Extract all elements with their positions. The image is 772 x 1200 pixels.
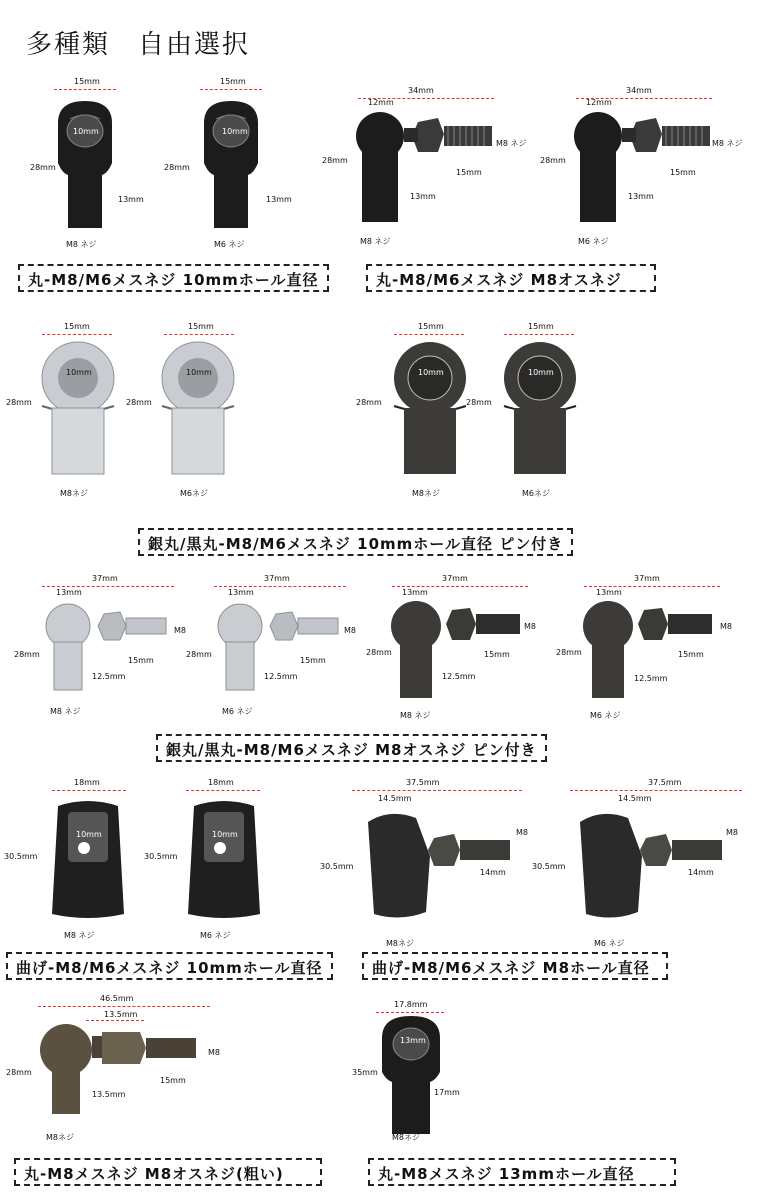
dim-hole: 10mm — [212, 830, 238, 839]
thread-label: M8ネジ — [412, 489, 440, 498]
dim-height: 28mm — [186, 650, 212, 659]
dim-nut: 13.5mm — [104, 1010, 138, 1019]
dim-thread: 15mm — [456, 168, 482, 177]
thread-label-male: M8 — [174, 626, 186, 635]
dim-length: 46.5mm — [100, 994, 134, 1003]
dim-height: 28mm — [6, 398, 32, 407]
section-label: 銀丸/黒丸-M8/M6メスネジ 10mmホール直径 ピン付き — [138, 528, 573, 556]
angled-ball-socket-icon — [388, 598, 538, 708]
dim-ball: 13mm — [56, 588, 82, 597]
thread-label: M8 ネジ — [64, 931, 95, 940]
dim-height: 28mm — [6, 1068, 32, 1077]
dim-hole: 13mm — [400, 1036, 426, 1045]
dim-thread: 15mm — [300, 656, 326, 665]
angled-ball-socket-icon — [36, 1022, 216, 1122]
dim-shaft: 13mm — [628, 192, 654, 201]
thread-label: M6ネジ — [180, 489, 208, 498]
dim-hole: 10mm — [418, 368, 444, 377]
dim-hole: 10mm — [186, 368, 212, 377]
dim-length: 37mm — [634, 574, 660, 583]
dim-shaft: 13.5mm — [92, 1090, 126, 1099]
dim-length: 37mm — [264, 574, 290, 583]
thread-label-male: M8 — [726, 828, 738, 837]
product-dark-angled-m6 — [552, 570, 752, 730]
dim-shaft: 12.5mm — [92, 672, 126, 681]
dim-width: 15mm — [418, 322, 444, 331]
dim-height: 35mm — [352, 1068, 378, 1077]
clip-socket-icon — [572, 802, 752, 932]
section-label: 曲げ-M8/M6メスネジ 10mmホール直径 — [6, 952, 333, 980]
thread-label: M8 ネジ — [66, 240, 97, 249]
page-title: 多種類 自由選択 — [26, 30, 251, 60]
thread-label-male: M8 — [720, 622, 732, 631]
ball-socket-icon — [196, 93, 266, 253]
dim-height: 28mm — [466, 398, 492, 407]
product-black-angled-m8 — [320, 82, 540, 252]
product-clip-m6 — [140, 776, 280, 946]
dim-width: 15mm — [64, 322, 90, 331]
dim-height: 28mm — [556, 648, 582, 657]
ball-socket-icon — [376, 1012, 446, 1142]
thread-label-male: M8 ネジ — [496, 139, 527, 148]
dim-hole: 10mm — [528, 368, 554, 377]
section-label: 丸-M8/M6メスネジ M8オスネジ — [366, 264, 656, 292]
dim-thread: 15mm — [670, 168, 696, 177]
dim-width: 15mm — [74, 77, 100, 86]
clip-socket-icon — [184, 796, 264, 926]
dim-hole: 10mm — [66, 368, 92, 377]
thread-label: M6 ネジ — [200, 931, 231, 940]
dim-ball: 12mm — [586, 98, 612, 107]
dim-width: 15mm — [528, 322, 554, 331]
thread-label: M6ネジ — [522, 489, 550, 498]
dim-length: 34mm — [626, 86, 652, 95]
dim-width: 17.8mm — [394, 1000, 428, 1009]
angled-ball-socket-icon — [214, 600, 354, 700]
section-label: 丸-M8メスネジ 13mmホール直径 — [368, 1158, 676, 1186]
dim-shaft: 13mm — [118, 195, 144, 204]
dim-clip: 14.5mm — [378, 794, 412, 803]
thread-label: M6 ネジ — [594, 939, 625, 948]
product-silver-round-m6 — [120, 318, 250, 508]
thread-label: M8 ネジ — [400, 711, 431, 720]
dim-height: 28mm — [164, 163, 190, 172]
ball-socket-icon — [38, 338, 118, 488]
dim-height: 30.5mm — [4, 852, 38, 861]
product-clip-angled-m6 — [530, 776, 760, 946]
dim-height: 30.5mm — [144, 852, 178, 861]
dim-shaft: 17mm — [434, 1088, 460, 1097]
thread-label: M6 ネジ — [590, 711, 621, 720]
dim-width: 18mm — [208, 778, 234, 787]
section-label: 銀丸/黒丸-M8/M6メスネジ M8オスネジ ピン付き — [156, 734, 547, 762]
dim-shaft: 12.5mm — [442, 672, 476, 681]
clip-socket-icon — [48, 796, 128, 926]
section-label: 丸-M8メスネジ M8オスネジ(粗い) — [14, 1158, 322, 1186]
dim-width: 15mm — [188, 322, 214, 331]
thread-label-male: M8 — [516, 828, 528, 837]
dim-height: 30.5mm — [532, 862, 566, 871]
dim-thread: 14mm — [480, 868, 506, 877]
product-clip-angled-m8 — [320, 776, 540, 946]
dim-thread: 14mm — [688, 868, 714, 877]
thread-label-male: M8 ネジ — [712, 139, 743, 148]
product-bronze-angled-coarse — [4, 992, 244, 1142]
angled-ball-socket-icon — [580, 598, 730, 708]
product-silver-angled-m6 — [180, 570, 360, 720]
thread-label: M8ネジ — [46, 1133, 74, 1142]
section-label: 曲げ-M8/M6メスネジ M8ホール直径 — [362, 952, 668, 980]
thread-label-male: M8 — [344, 626, 356, 635]
product-dark-angled-m8 — [360, 570, 550, 730]
dim-ball: 13mm — [596, 588, 622, 597]
dim-height: 28mm — [366, 648, 392, 657]
dim-thread: 15mm — [678, 650, 704, 659]
dim-ball: 13mm — [228, 588, 254, 597]
product-silver-angled-m8 — [10, 570, 190, 720]
dim-shaft: 13mm — [266, 195, 292, 204]
product-black-angled-m6 — [540, 82, 760, 252]
dim-length: 37.5mm — [406, 778, 440, 787]
ball-socket-icon — [390, 338, 470, 488]
dim-height: 28mm — [322, 156, 348, 165]
dim-shaft: 12.5mm — [264, 672, 298, 681]
section-label: 丸-M8/M6メスネジ 10mmホール直径 — [18, 264, 329, 292]
dim-height: 28mm — [540, 156, 566, 165]
angled-ball-socket-icon — [570, 108, 750, 238]
product-black-round-m8 — [30, 75, 150, 255]
angled-ball-socket-icon — [42, 600, 182, 700]
dim-thread: 15mm — [484, 650, 510, 659]
dim-height: 30.5mm — [320, 862, 354, 871]
dim-height: 28mm — [14, 650, 40, 659]
dim-length: 37mm — [442, 574, 468, 583]
dim-width: 18mm — [74, 778, 100, 787]
clip-socket-icon — [360, 802, 540, 932]
thread-label-male: M8 — [524, 622, 536, 631]
ball-socket-icon — [50, 93, 120, 253]
dim-length: 37mm — [92, 574, 118, 583]
dim-hole: 10mm — [76, 830, 102, 839]
dim-shaft: 12.5mm — [634, 674, 668, 683]
dim-height: 28mm — [126, 398, 152, 407]
dim-shaft: 13mm — [410, 192, 436, 201]
thread-label: M6 ネジ — [578, 237, 609, 246]
dim-height: 28mm — [30, 163, 56, 172]
dim-width: 15mm — [220, 77, 246, 86]
product-black-round-13mm — [350, 992, 470, 1142]
thread-label: M8 ネジ — [50, 707, 81, 716]
dim-ball: 12mm — [368, 98, 394, 107]
thread-label: M8ネジ — [386, 939, 414, 948]
product-dark-round-m6 — [466, 318, 596, 508]
thread-label: M6 ネジ — [222, 707, 253, 716]
product-black-round-m6 — [164, 75, 292, 255]
dim-length: 37.5mm — [648, 778, 682, 787]
thread-label: M8ネジ — [392, 1133, 420, 1142]
thread-label: M8ネジ — [60, 489, 88, 498]
dim-length: 34mm — [408, 86, 434, 95]
dim-thread: 15mm — [160, 1076, 186, 1085]
dim-height: 28mm — [356, 398, 382, 407]
thread-label: M8 ネジ — [360, 237, 391, 246]
angled-ball-socket-icon — [352, 108, 532, 238]
thread-label: M6 ネジ — [214, 240, 245, 249]
thread-label-male: M8 — [208, 1048, 220, 1057]
ball-socket-icon — [500, 338, 580, 488]
dim-thread: 15mm — [128, 656, 154, 665]
ball-socket-icon — [158, 338, 238, 488]
dim-clip: 14.5mm — [618, 794, 652, 803]
dim-hole: 10mm — [222, 127, 248, 136]
dim-ball: 13mm — [402, 588, 428, 597]
dim-hole: 10mm — [73, 127, 99, 136]
